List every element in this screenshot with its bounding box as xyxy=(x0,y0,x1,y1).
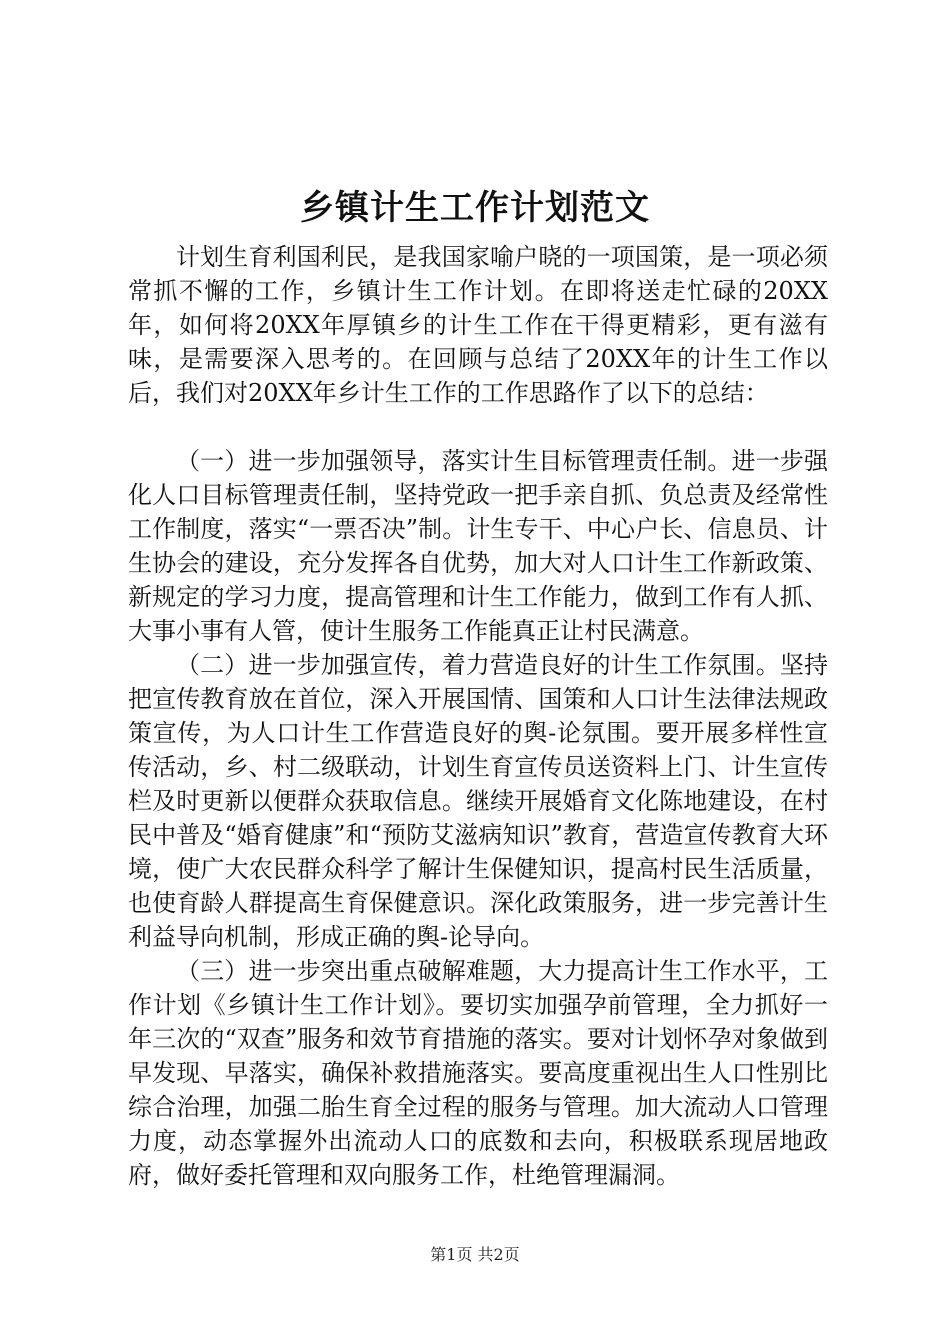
section-paragraph-1: （一）进一步加强领导，落实计生目标管理责任制。进一步强化人口目标管理责任制，坚持党政一把手亲自抓、负总责及经常性工作制度，落实“一票否决”制。计生专干、中心户长、信息员、计生协会的建设，充分发挥各自优势，加大对人口计生工作新政策、新规定的学习力度，提高管理和计生工作能力，做到工作有人抓、大事小事有人管，使计生服务工作能真正让村民满意。 xyxy=(128,447,828,645)
section-paragraph-3: （三）进一步突出重点破解难题，大力提高计生工作水平，工作计划《乡镇计生工作计划》。要切实加强孕前管理，全力抓好一年三次的“双查”服务和效节育措施的落实。要对计划怀孕对象做到早发现、早落实，确保补救措施落实。要高度重视出生人口性别比综合治理，加强二胎生育全过程的服务与管理。加大流动人口管理力度，动态掌握外出流动人口的底数和去向，积极联系现居地政府，做好委托管理和双向服务工作，杜绝管理漏洞。 xyxy=(128,957,828,1189)
paragraph-gap xyxy=(128,410,828,444)
section-paragraph-2: （二）进一步加强宣传，着力营造良好的计生工作氛围。坚持把宣传教育放在首位，深入开展国情、国策和人口计生法律法规政策宣传，为人口计生工作营造良好的舆-论氛围。要开展多样性宣传活动，乡、村二级联动，计划生育宣传员送资料上门、计生宣传栏及时更新以便群众获取信息。继续开展婚育文化陈地建设，在村民中普及“婚育健康”和“预防艾滋病知识”教育，营造宣传教育大环境，使广大农民群众科学了解计生保健知识，提高村民生活质量，也使育龄人群提高生育保健意识。深化政策服务，进一步完善计生利益导向机制，形成正确的舆-论导向。 xyxy=(128,651,828,951)
intro-paragraph: 计划生育利国利民，是我国家喻户晓的一项国策，是一项必须常抓不懈的工作，乡镇计生工作计划。在即将送走忙碌的20XX年，如何将20XX年厚镇乡的计生工作在干得更精彩，更有滋有味，是需要深入思考的。在回顾与总结了20XX年的计生工作以后，我们对20XX年乡计生工作的工作思路作了以下的总结： xyxy=(128,243,828,407)
document-title: 乡镇计生工作计划范文 xyxy=(300,188,650,228)
page-number-footer: 第1页 共2页 xyxy=(430,1245,520,1264)
document-body xyxy=(128,240,828,1192)
